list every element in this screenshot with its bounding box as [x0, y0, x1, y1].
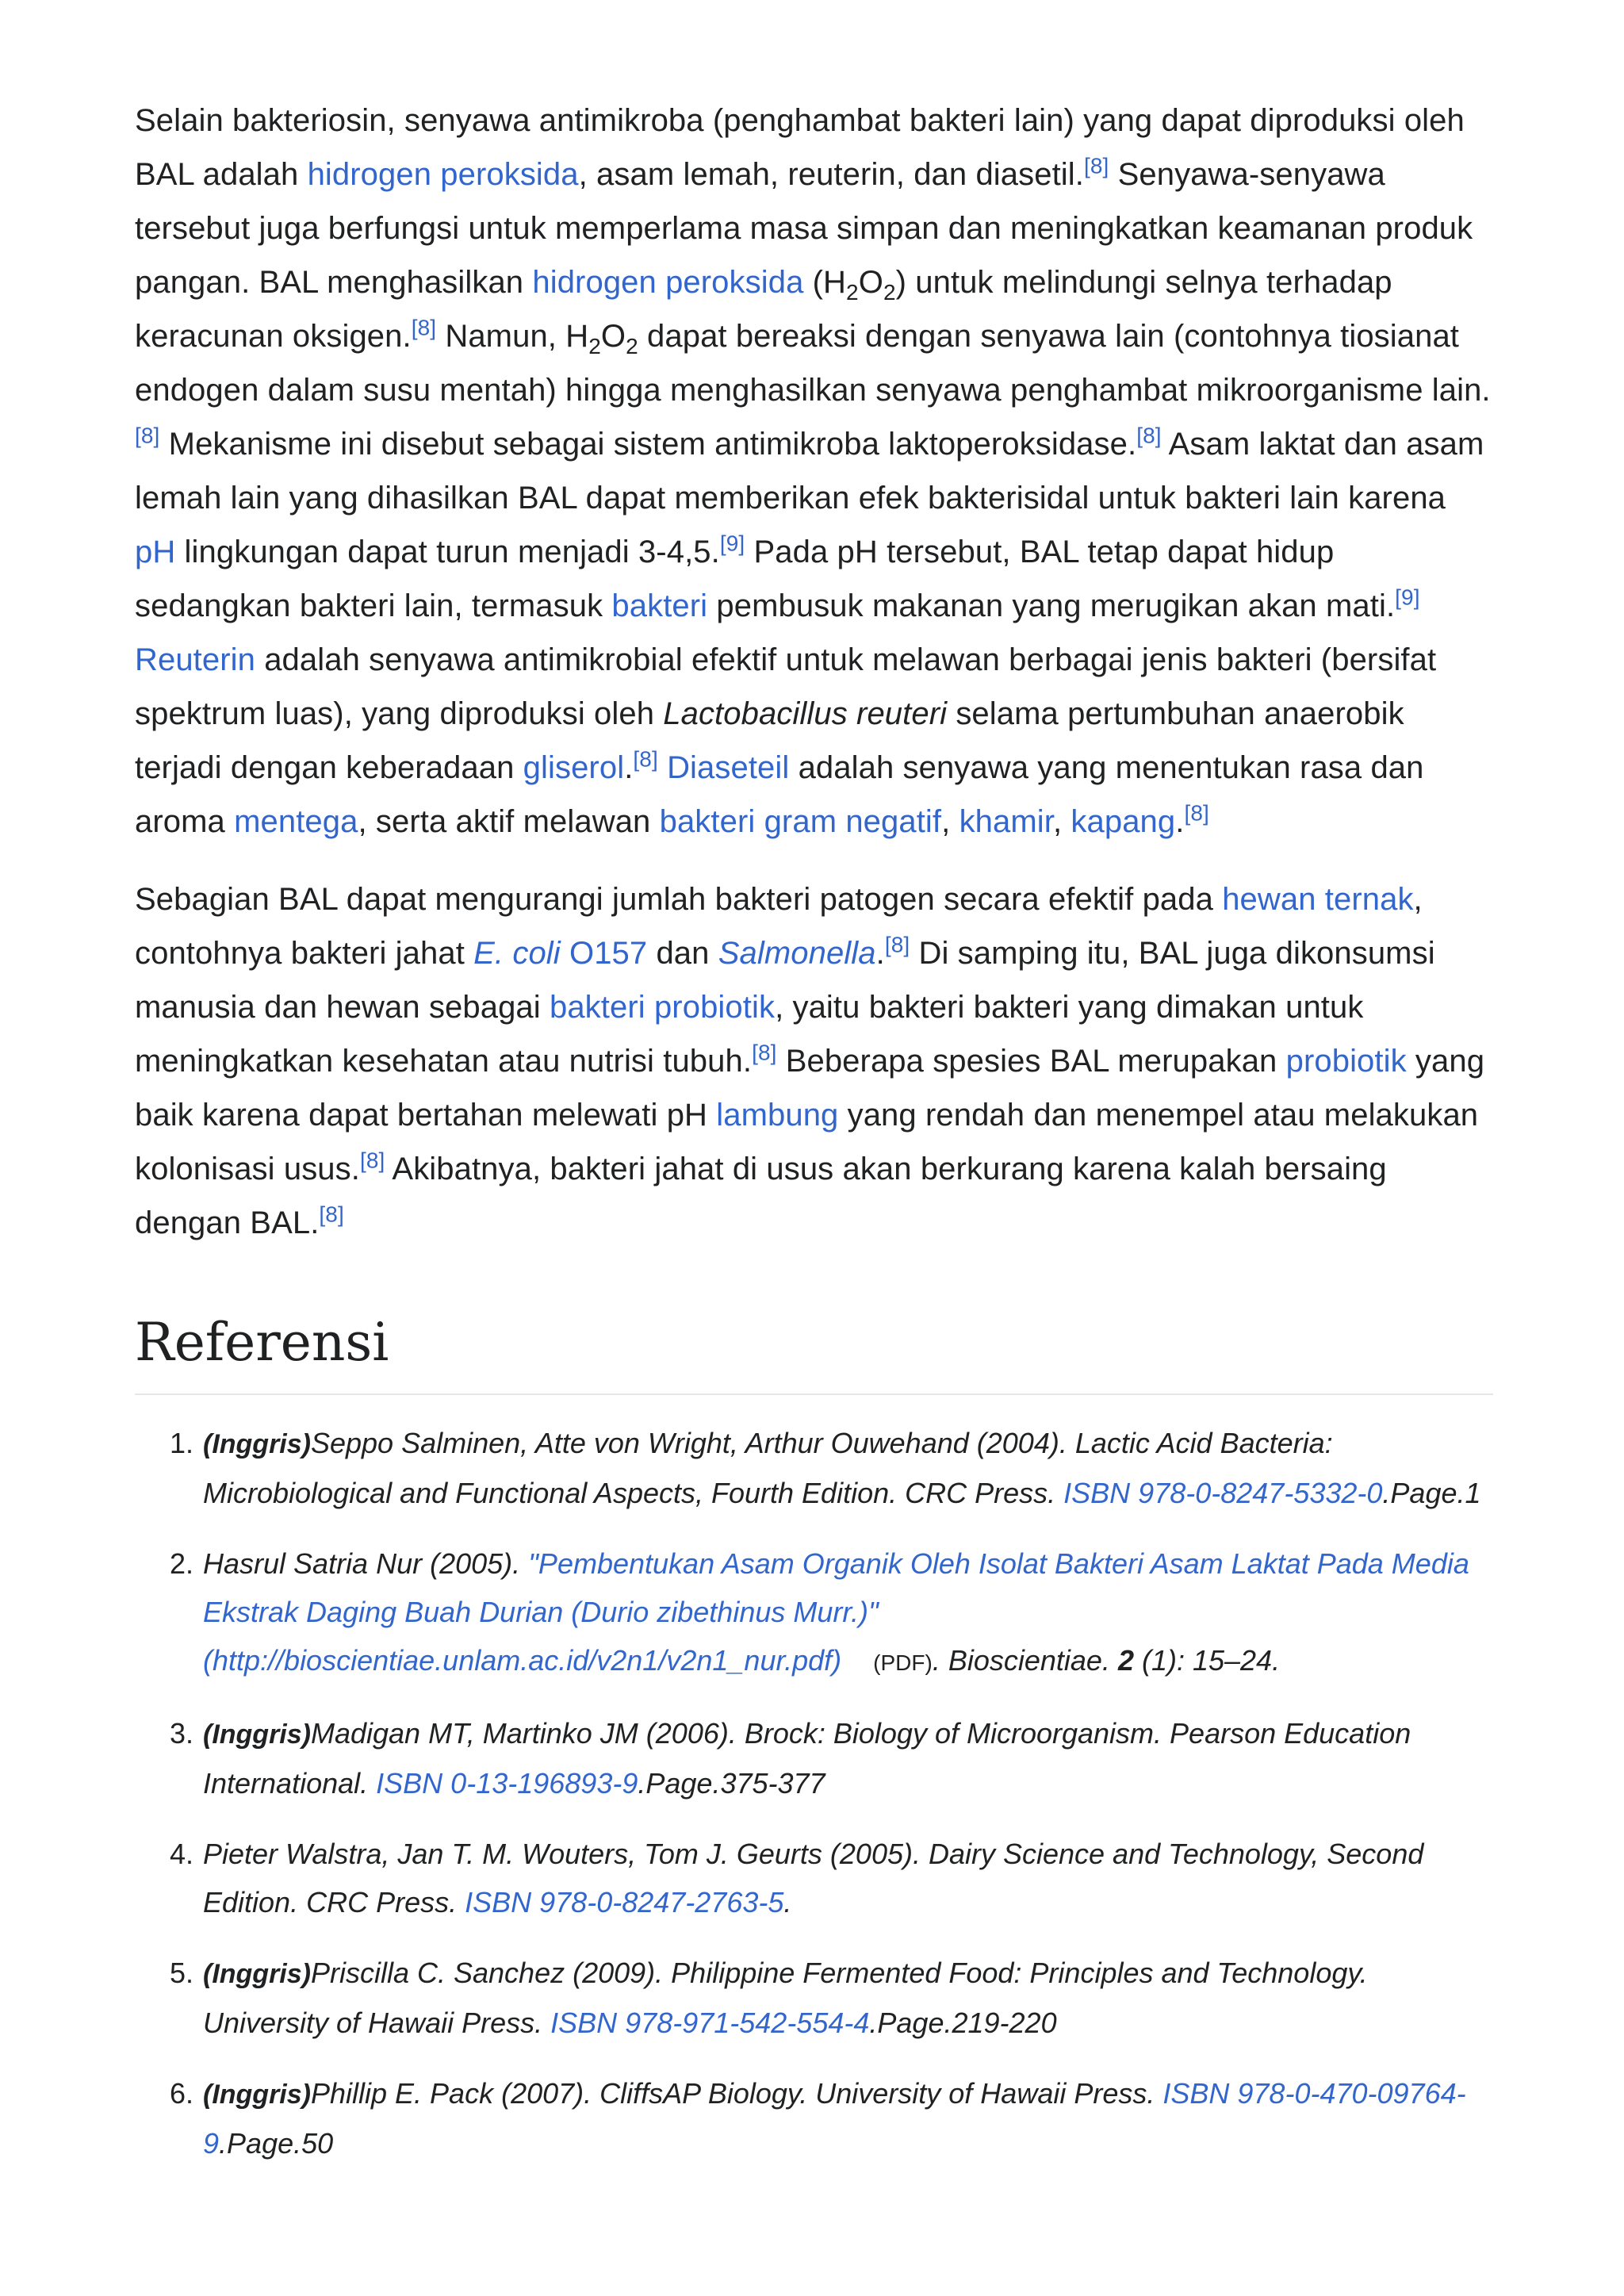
inline-link[interactable]: ISBN 978-0-8247-2763-5	[465, 1886, 784, 1918]
text-run: , asam lemah, reuterin, dan diasetil.	[578, 157, 1084, 192]
inline-link[interactable]: hidrogen peroksida	[307, 157, 579, 192]
inline-link[interactable]: ISBN 978-0-470-09764-9	[203, 2077, 1466, 2160]
inline-link[interactable]: hewan ternak	[1222, 882, 1414, 917]
text-run: adalah senyawa yang menentukan rasa dan aroma	[135, 750, 1424, 839]
citation-link[interactable]: [8]	[319, 1202, 344, 1227]
text-run: lingkungan dapat turun menjadi 3-4,5.	[175, 535, 720, 569]
inline-link[interactable]: Diaseteil	[667, 750, 790, 785]
text-run: selama pertumbuhan anaerobik terjadi dengan keberadaan	[135, 696, 1404, 785]
citation-link[interactable]: [8]	[884, 932, 910, 957]
text-run: .	[1175, 804, 1185, 839]
inline-link[interactable]: ISBN 978-971-542-554-4	[550, 2007, 870, 2039]
text-run: Sebagian BAL dapat mengurangi jumlah bakteri patogen secara efektif pada	[135, 882, 1223, 917]
reference-item	[201, 1949, 1493, 2047]
citation-marker	[885, 933, 910, 957]
text-run: . Bioscientiae.	[932, 1644, 1118, 1677]
citation-link[interactable]: [9]	[1395, 585, 1420, 610]
inline-link[interactable]: pH	[135, 535, 176, 569]
language-tag: (Inggris)	[203, 1959, 311, 1989]
inline-link[interactable]: bakteri gram negatif	[659, 804, 942, 839]
text-run: Pada pH tersebut, BAL tetap dapat hidup sedangkan bakteri lain, termasuk	[135, 535, 1335, 623]
subscript: 2	[883, 280, 896, 305]
text-run: ,	[941, 804, 959, 839]
citation-marker	[720, 531, 745, 556]
volume-number: 2	[1117, 1644, 1134, 1677]
inline-link[interactable]: bakteri	[611, 588, 708, 623]
text-run: .Page.375-377	[638, 1767, 825, 1800]
text-run: .	[624, 750, 634, 785]
citation-link[interactable]: [8]	[633, 746, 658, 772]
citation-marker	[633, 747, 657, 772]
text-run: ) untuk melindungi selnya terhadap keracunan oksigen.	[135, 265, 1392, 354]
text-run: O	[600, 319, 626, 354]
inline-link[interactable]: hidrogen peroksida	[532, 265, 804, 300]
text-run: Phillip E. Pack (2007). CliffsAP Biology. University of Hawaii Press.	[310, 2077, 1163, 2110]
text-run	[658, 750, 667, 785]
citation-link[interactable]: [8]	[1184, 800, 1209, 826]
citation-marker	[1084, 154, 1109, 178]
text-run: Seppo Salminen, Atte von Wright, Arthur Ouwehand (2004). Lactic Acid Bacteria: Microbiological and Functional Aspects, Fourth Edition. CRC Press.	[203, 1427, 1333, 1509]
language-tag: (Inggris)	[203, 2079, 311, 2110]
inline-link[interactable]: kapang	[1071, 804, 1176, 839]
inline-link[interactable]: "Pembentukan Asam Organik Oleh Isolat Bakteri Asam Laktat Pada Media Ekstrak Daging Buah Durian (Durio zibethinus Murr.)" (http://bioscientiae.unlam.ac.id/v2n1/v2n1_nur.pdf)	[203, 1547, 1469, 1677]
text-run: Namun, H	[436, 319, 589, 354]
text-run: Madigan MT, Martinko JM (2006). Brock: Biology of Microorganism. Pearson Education International.	[203, 1717, 1411, 1800]
text-run: (1): 15–24.	[1133, 1644, 1281, 1677]
language-tag: (Inggris)	[203, 1429, 311, 1459]
text-run: O	[858, 265, 883, 300]
text-run: .	[783, 1886, 792, 1918]
inline-link[interactable]: ISBN 0-13-196893-9	[376, 1767, 638, 1800]
article-body	[135, 94, 1493, 1250]
text-run: .Page.1	[1382, 1477, 1481, 1509]
paragraph	[135, 94, 1493, 849]
text-run: Hasrul Satria Nur (2005).	[203, 1547, 529, 1580]
text-run: Akibatnya, bakteri jahat di usus akan berkurang karena kalah bersaing dengan BAL.	[135, 1152, 1387, 1240]
text-run: , contohnya bakteri jahat	[135, 882, 1423, 971]
inline-link[interactable]: mentega	[234, 804, 358, 839]
citation-marker	[1136, 424, 1161, 448]
citation-link[interactable]: [8]	[752, 1040, 777, 1065]
text-run: .Page.219-220	[869, 2007, 1057, 2039]
reference-item	[201, 2069, 1493, 2168]
italic-text: Lactobacillus reuteri	[663, 696, 948, 731]
pdf-label: (PDF)	[873, 1650, 933, 1675]
citation-marker	[319, 1202, 343, 1227]
inline-link[interactable]: gliserol	[523, 750, 625, 785]
citation-marker	[1395, 585, 1419, 610]
citation-marker	[360, 1148, 385, 1173]
text-run: Priscilla C. Sanchez (2009). Philippine Fermented Food: Principles and Technology. University of Hawaii Press.	[203, 1957, 1368, 2039]
subscript: 2	[588, 334, 601, 358]
text-run: Senyawa-senyawa tersebut juga berfungsi untuk memperlama masa simpan dan meningkatkan keamanan produk pangan. BAL menghasilkan	[135, 157, 1473, 300]
inline-link[interactable]: bakteri probiotik	[549, 990, 776, 1025]
reference-item	[201, 1830, 1493, 1926]
citation-marker	[135, 424, 159, 448]
inline-link[interactable]: lambung	[716, 1098, 839, 1133]
text-run: .	[875, 936, 885, 971]
references-list	[135, 1419, 1493, 2168]
citation-link[interactable]: [8]	[135, 423, 160, 448]
inline-link[interactable]: khamir	[959, 804, 1053, 839]
subscript: 2	[626, 334, 638, 358]
text-run: Selain bakteriosin, senyawa antimikroba (penghambat bakteri lain) yang dapat diproduksi oleh BAL adalah	[135, 103, 1465, 192]
inline-link[interactable]: O157	[560, 936, 648, 971]
text-run: (H	[803, 265, 847, 300]
inline-link[interactable]: Salmonella	[718, 936, 876, 971]
citation-link[interactable]: [8]	[359, 1148, 385, 1173]
citation-marker	[1184, 801, 1208, 826]
text-run: Di samping itu, BAL juga dikonsumsi manusia dan hewan sebagai	[135, 936, 1435, 1025]
text-run: , serta aktif melawan	[358, 804, 660, 839]
subscript: 2	[846, 280, 859, 305]
citation-marker	[412, 316, 436, 340]
citation-link[interactable]: [9]	[719, 531, 745, 556]
citation-link[interactable]: [8]	[1083, 153, 1109, 178]
text-run: Mekanisme ini disebut sebagai sistem antimikroba laktoperoksidase.	[159, 427, 1137, 462]
reference-item	[201, 1709, 1493, 1807]
text-run: Asam laktat dan asam lemah lain yang dihasilkan BAL dapat memberikan efek bakterisidal untuk bakteri lain karena	[135, 427, 1484, 516]
inline-link[interactable]: ISBN 978-0-8247-5332-0	[1063, 1477, 1383, 1509]
text-run: ,	[1052, 804, 1071, 839]
text-run: adalah senyawa antimikrobial efektif untuk melawan berbagai jenis bakteri (bersifat spektrum luas), yang diproduksi oleh	[135, 642, 1437, 731]
inline-link[interactable]: E. coli	[473, 936, 561, 971]
section-heading-referensi: Referensi	[135, 1312, 1493, 1395]
text-run: .Page.50	[219, 2127, 334, 2160]
text-run: Beberapa spesies BAL merupakan	[776, 1044, 1286, 1079]
inline-link[interactable]: probiotik	[1285, 1044, 1407, 1079]
text-run: yang baik karena dapat bertahan melewati pH	[135, 1044, 1485, 1133]
citation-link[interactable]: [8]	[411, 315, 437, 340]
text-run: , yaitu bakteri bakteri yang dimakan untuk meningkatkan kesehatan atau nutrisi tubuh.	[135, 990, 1364, 1079]
citation-link[interactable]: [8]	[1136, 423, 1162, 448]
text-run: yang rendah dan menempel atau melakukan kolonisasi usus.	[135, 1098, 1479, 1186]
reference-item	[201, 1539, 1493, 1687]
text-run: pembusuk makanan yang merugikan akan mati.	[707, 588, 1396, 623]
citation-marker	[752, 1041, 776, 1065]
text-run: Pieter Walstra, Jan T. M. Wouters, Tom J. Geurts (2005). Dairy Science and Technology, Second Edition. CRC Press.	[203, 1838, 1424, 1918]
text-run: dan	[647, 936, 718, 971]
text-run: dapat bereaksi dengan senyawa lain (contohnya tiosianat endogen dalam susu mentah) hingga menghasilkan senyawa penghambat mikroorganisme lain.	[135, 319, 1491, 408]
inline-link[interactable]: Reuterin	[135, 642, 255, 677]
reference-item	[201, 1419, 1493, 1517]
language-tag: (Inggris)	[203, 1719, 311, 1750]
paragraph	[135, 872, 1493, 1250]
